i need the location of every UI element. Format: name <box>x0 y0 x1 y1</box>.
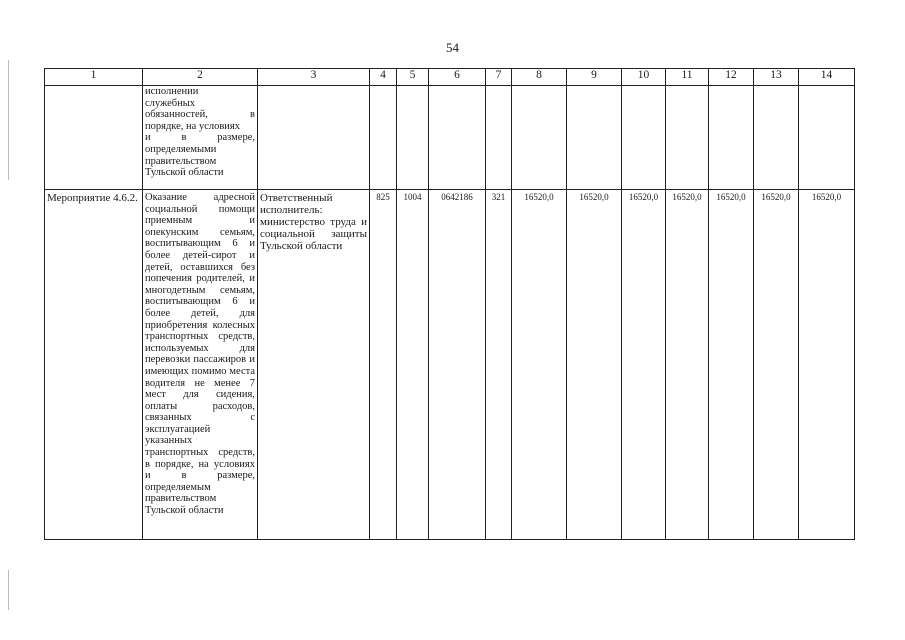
table-row <box>45 190 855 540</box>
code-cell: 0642186 <box>429 190 486 540</box>
code-cell: 1004 <box>397 190 429 540</box>
column-header: 5 <box>397 69 429 86</box>
column-header: 9 <box>567 69 622 86</box>
scan-edge-mark-bottom <box>8 570 9 610</box>
column-header: 8 <box>512 69 567 86</box>
amount-cell: 16520,0 <box>709 190 754 540</box>
column-header: 3 <box>258 69 370 86</box>
table-cell <box>512 86 567 190</box>
text-line: исполнении <box>145 86 199 97</box>
amount-cell: 16520,0 <box>666 190 709 540</box>
column-header: 14 <box>799 69 855 86</box>
table-cell <box>709 86 754 190</box>
text-line: правительством <box>145 155 217 167</box>
header-row <box>45 69 855 86</box>
column-header: 11 <box>666 69 709 86</box>
amount-cell: 16520,0 <box>799 190 855 540</box>
text-line: порядке, на условиях <box>145 120 241 132</box>
text-line: обязанностей, в <box>145 109 255 121</box>
text-line: служебных <box>145 97 196 109</box>
table-cell <box>45 86 143 190</box>
column-header: 6 <box>429 69 486 86</box>
scan-edge-mark-top <box>8 60 9 180</box>
table-cell-description <box>143 86 258 190</box>
table-cell <box>666 86 709 190</box>
amount-cell: 16520,0 <box>567 190 622 540</box>
column-header: 1 <box>45 69 143 86</box>
code-cell: 321 <box>486 190 512 540</box>
page-number: 54 <box>446 40 459 55</box>
table-cell <box>258 86 370 190</box>
budget-table <box>44 68 855 540</box>
text-line: Тульской области <box>145 167 224 179</box>
table-row <box>45 86 855 190</box>
amount-cell: 16520,0 <box>754 190 799 540</box>
column-header: 10 <box>622 69 666 86</box>
table-cell <box>567 86 622 190</box>
activity-name-cell: Мероприятие 4.6.2. <box>45 190 143 540</box>
text-line: и в размере, <box>145 132 255 144</box>
column-header: 13 <box>754 69 799 86</box>
table-cell <box>754 86 799 190</box>
table-cell <box>486 86 512 190</box>
responsible-executor-cell: Ответственный исполнитель: министерство труда и социальной защиты Тульской области <box>258 190 370 540</box>
text-line: определяемыми <box>145 143 217 155</box>
activity-description-cell: Оказание адресной социальной помощи приемным и опекунским семьям, воспитывающим 6 и более детей-сирот и детей, оставшихся без попечения родителей, и многодетным семьям, воспитывающим 6 и более детей, для приобретения колесных транспортных средств, используемых для перевозки пассажиров и имеющих помимо места водителя не менее 7 мест для сидения, оплаты расходов, связанных с эксплуатацией указанных транспортных средств, в порядке, на условиях и в размере, определяемым правительством Тульской области <box>143 190 258 540</box>
column-header: 7 <box>486 69 512 86</box>
table-cell <box>799 86 855 190</box>
column-header: 4 <box>370 69 397 86</box>
table-cell <box>429 86 486 190</box>
amount-cell: 16520,0 <box>622 190 666 540</box>
table-cell <box>370 86 397 190</box>
table-cell <box>622 86 666 190</box>
code-cell: 825 <box>370 190 397 540</box>
amount-cell: 16520,0 <box>512 190 567 540</box>
table-cell <box>397 86 429 190</box>
column-header: 12 <box>709 69 754 86</box>
column-header: 2 <box>143 69 258 86</box>
